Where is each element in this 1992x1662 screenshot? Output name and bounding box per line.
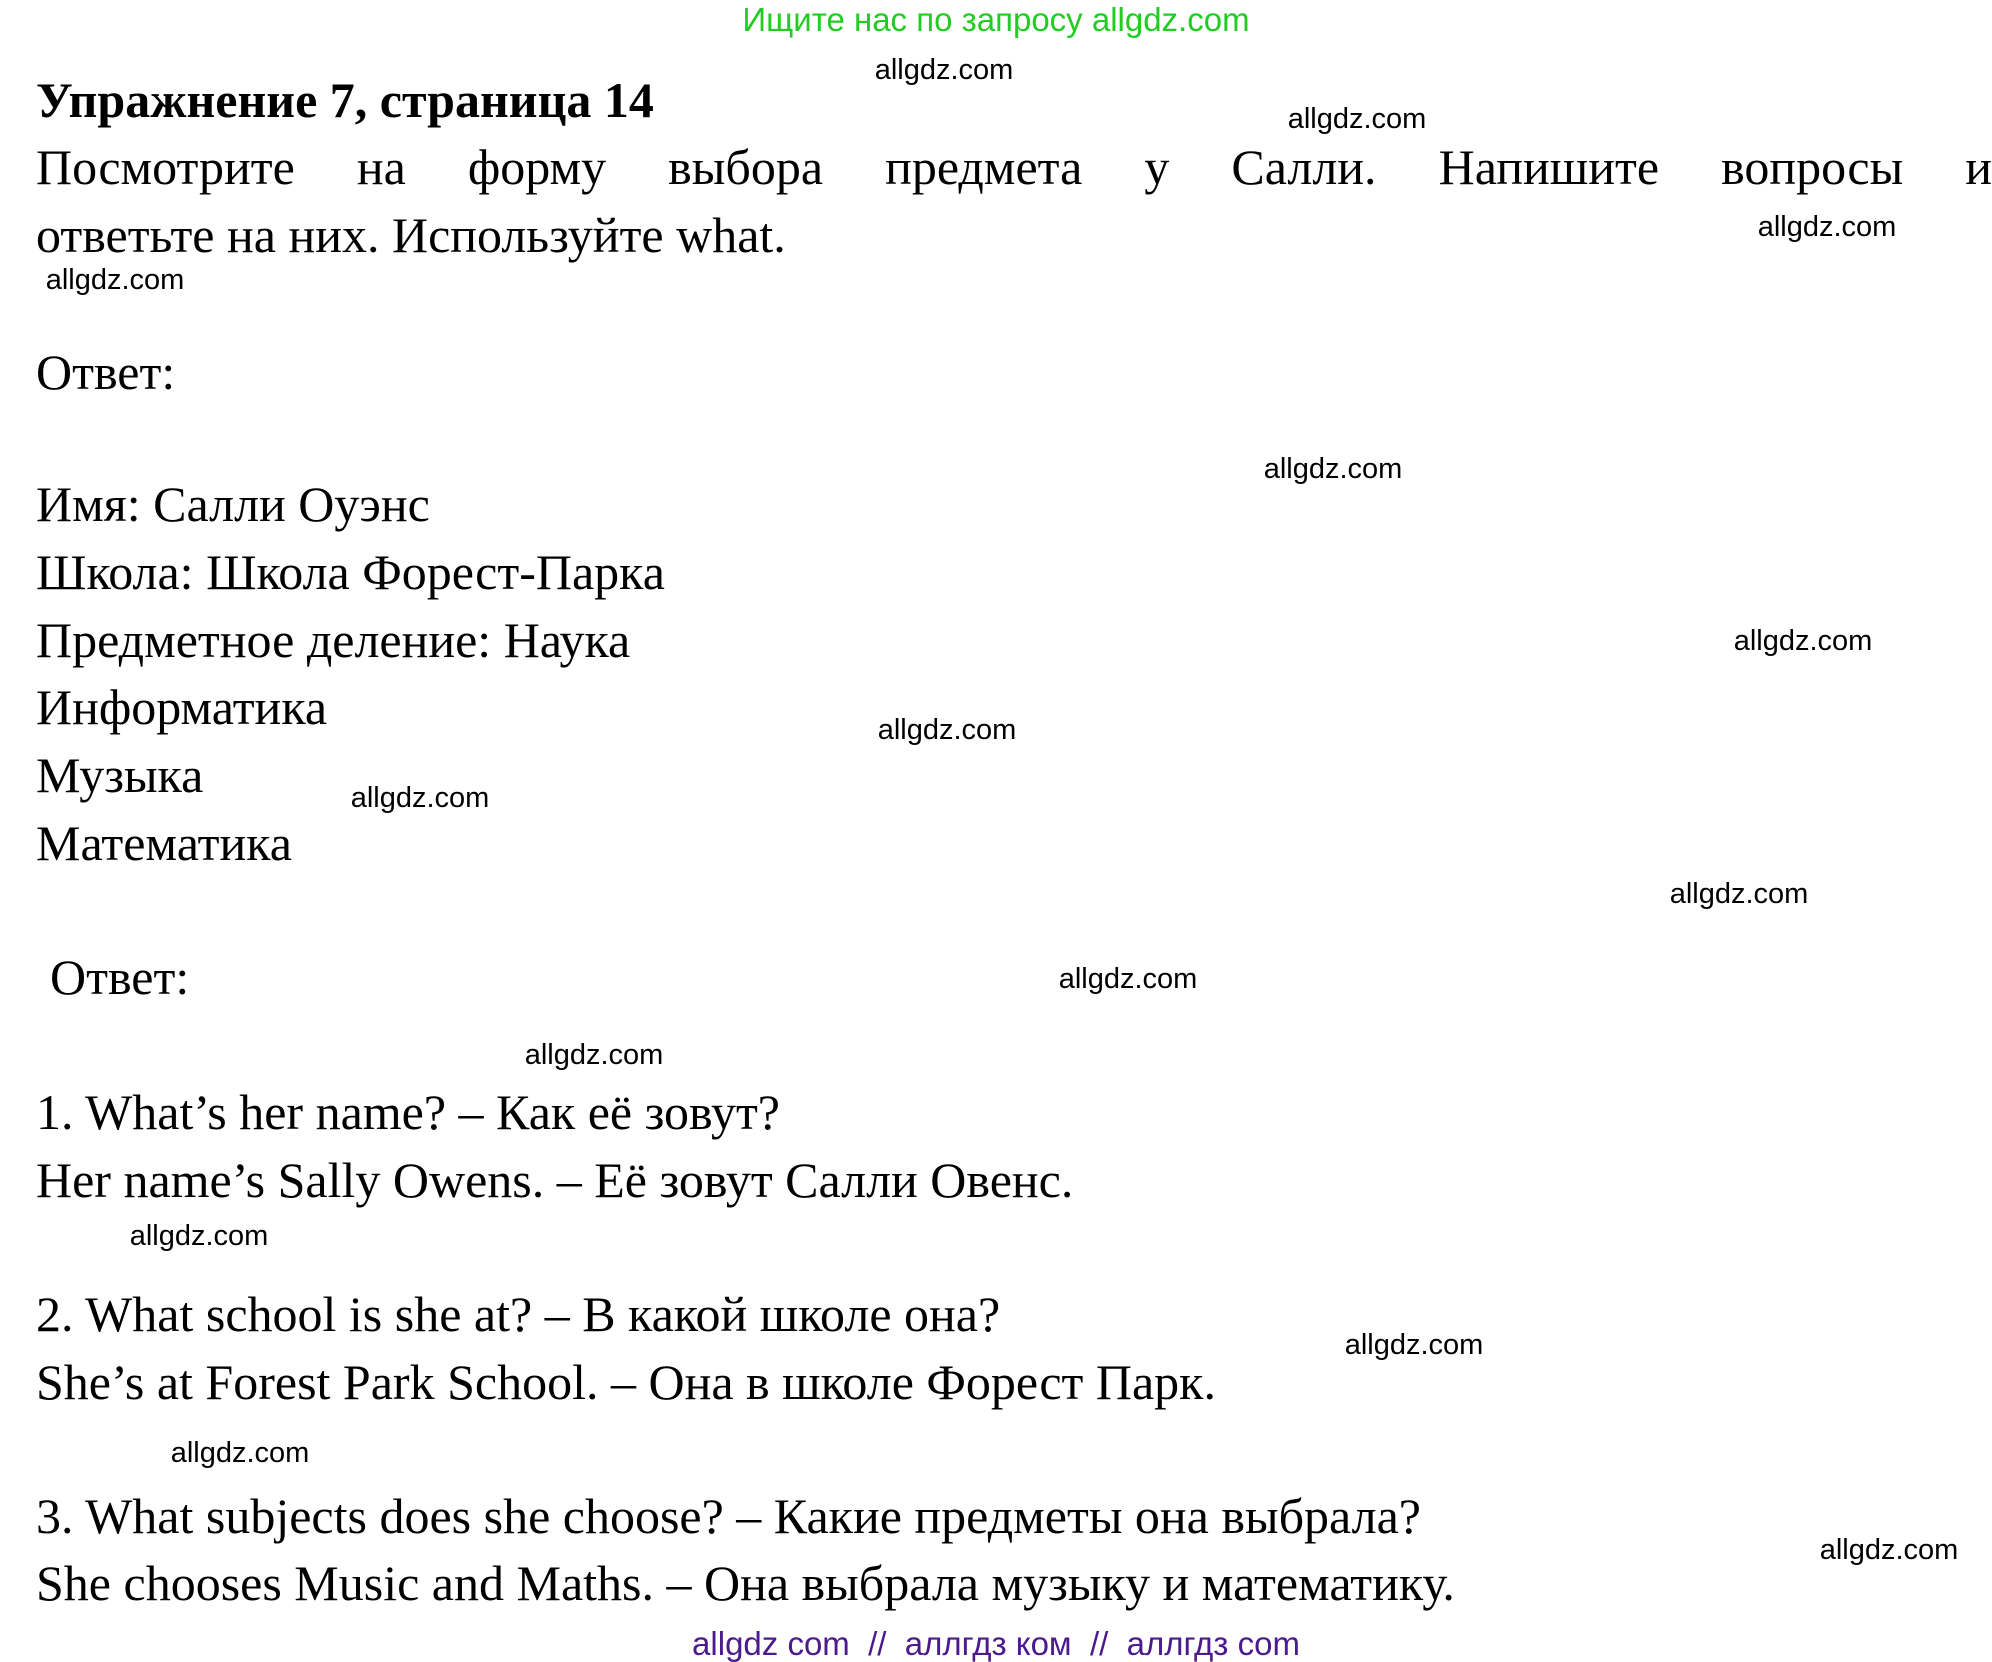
watermark: allgdz.com: [350, 782, 490, 814]
watermark: allgdz.com: [1263, 453, 1403, 485]
watermark: allgdz.com: [1819, 1534, 1959, 1566]
watermark: allgdz.com: [129, 1220, 269, 1252]
watermark: allgdz.com: [170, 1437, 310, 1469]
watermark: allgdz.com: [1344, 1329, 1484, 1361]
task-line-2: ответьте на них. Используйте what.: [36, 207, 786, 263]
watermark: allgdz.com: [1287, 103, 1427, 135]
form-line: Математика: [36, 815, 292, 871]
watermark: allgdz.com: [874, 54, 1014, 86]
question: 3. What subjects does she choose? – Какие предметы она выбрала?: [36, 1488, 1421, 1544]
task-line-1: Посмотрите на форму выбора предмета у Салли. Напишите вопросы и: [36, 139, 1992, 195]
answer: She chooses Music and Maths. – Она выбрала музыку и математику.: [36, 1555, 1455, 1611]
form-line: Информатика: [36, 679, 328, 735]
form-line: Музыка: [36, 747, 204, 803]
watermark: allgdz.com: [45, 264, 185, 296]
watermark: allgdz.com: [524, 1039, 664, 1071]
answer-label: Ответ:: [36, 344, 176, 400]
top-banner: Ищите нас по запросу allgdz.com: [742, 1, 1250, 38]
question: 2. What school is she at? – В какой школе она?: [36, 1286, 1001, 1342]
watermark: allgdz.com: [1757, 211, 1897, 243]
answer: She’s at Forest Park School. – Она в школе Форест Парк.: [36, 1354, 1216, 1410]
watermark: allgdz.com: [1733, 625, 1873, 657]
watermark: allgdz.com: [877, 714, 1017, 746]
watermark: allgdz.com: [1669, 878, 1809, 910]
bottom-banner: allgdz com // аллгдз ком // аллгдз com: [692, 1625, 1300, 1662]
question: 1. What’s her name? – Как её зовут?: [36, 1084, 780, 1140]
watermark: allgdz.com: [1058, 963, 1198, 995]
form-line: Имя: Салли Оуэнс: [36, 476, 430, 532]
page-title: Упражнение 7, страница 14: [36, 72, 654, 128]
answer-label: Ответ:: [50, 949, 190, 1005]
form-line: Предметное деление: Наука: [36, 612, 631, 668]
answer: Her name’s Sally Owens. – Её зовут Салли Овенс.: [36, 1152, 1074, 1208]
form-line: Школа: Школа Форест-Парка: [36, 544, 665, 600]
